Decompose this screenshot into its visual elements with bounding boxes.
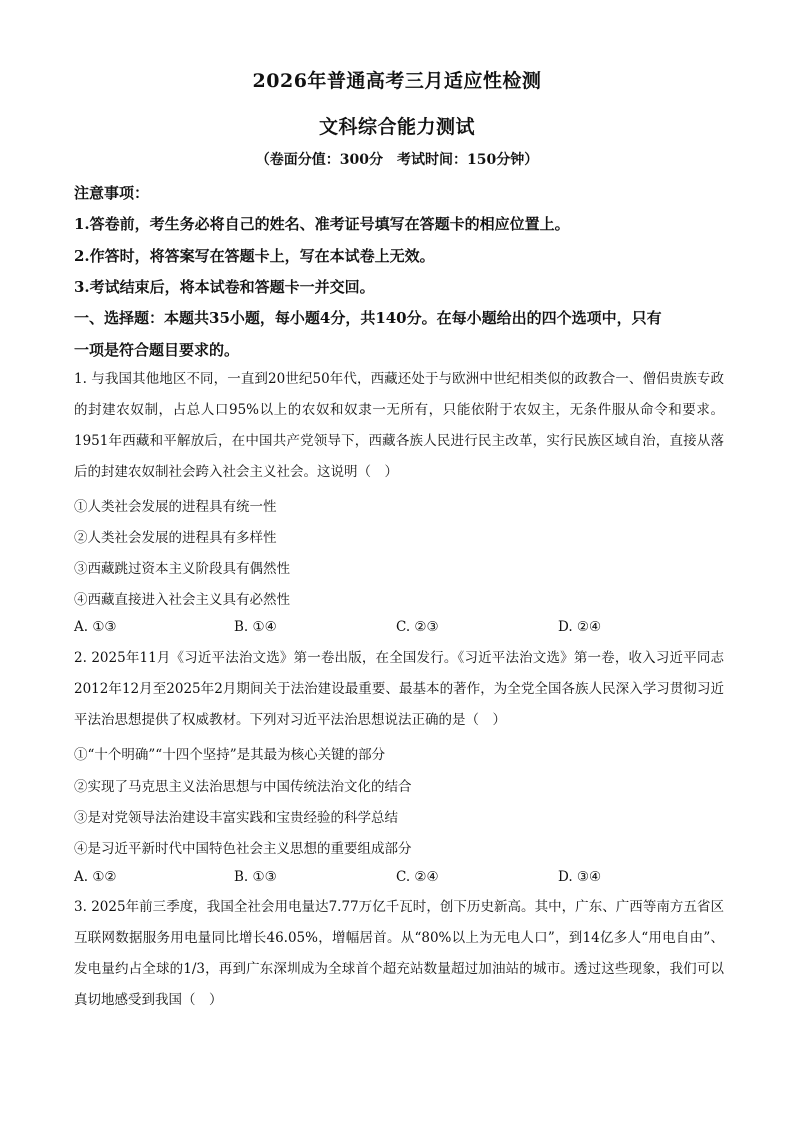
option-b[interactable]: B. ①③ xyxy=(234,869,277,885)
question-2-statement: ①“十个明确”“十四个坚持”是其最为核心关键的部分 xyxy=(74,747,386,763)
question-1-statement: ①人类社会发展的进程具有统一性 xyxy=(74,499,277,515)
exam-subject-title: 文科综合能力测试 xyxy=(318,116,475,138)
section-heading-cont: 一项是符合题目要求的。 xyxy=(74,341,240,359)
question-2-stem: 2. 2025年11月《习近平法治文选》第一卷出版，在全国发行。《习近平法治文选》第一卷，收入习近平同志2012年12月至2025年2月期间关于法治建设最重要、最基本的著作，为全党全国各族人民深入学习贯彻习近平法治思想提供了权威教材。下列对习近平法治思想说法正确的是（ ） xyxy=(74,650,724,728)
option-a[interactable]: A. ①② xyxy=(74,869,117,885)
option-a[interactable]: A. ①③ xyxy=(74,619,117,635)
question-2-statement: ②实现了马克思主义法治思想与中国传统法治文化的结合 xyxy=(74,779,412,795)
question-3-stem: 3. 2025年前三季度，我国全社会用电量达7.77万亿千瓦时，创下历史新高。其中，广东、广西等南方五省区互联网数据服务用电量同比增长46.05%，增幅居首。从“80%以上为无电人口”，到14亿多人“用电自由”、发电量约占全球的1/3，再到广东深圳成为全球首个超充站数量超过加油站的城市。透过这些现象，我们可以真切地感受到我国（ ） xyxy=(74,899,724,1008)
notice-heading: 注意事项： xyxy=(74,184,150,202)
exam-info: （卷面分值：300分 考试时间：150分钟） xyxy=(255,152,539,168)
notice-item: 2.作答时，将答案写在答题卡上，写在本试卷上无效。 xyxy=(74,247,435,265)
notice-item: 3.考试结束后，将本试卷和答题卡一并交回。 xyxy=(74,278,375,296)
option-d[interactable]: D. ③④ xyxy=(558,869,602,885)
question-1-statement: ③西藏跳过资本主义阶段具有偶然性 xyxy=(74,561,290,577)
notice-item: 1.答卷前，考生务必将自己的姓名、准考证号填写在答题卡的相应位置上。 xyxy=(74,215,570,233)
question-1-stem: 1. 与我国其他地区不同，一直到20世纪50年代，西藏还处于与欧洲中世纪相类似的政教合一、僧侣贵族专政的封建农奴制，占总人口95%以上的农奴和奴隶一无所有，只能依附于农奴主，无条件服从命令和要求。1951年西藏和平解放后，在中国共产党领导下，西藏各族人民进行民主改革，实行民族区域自治，直接从落后的封建农奴制社会跨入社会主义社会。这说明（ ） xyxy=(74,371,724,480)
question-1-statement: ④西藏直接进入社会主义具有必然性 xyxy=(74,592,290,608)
question-1-statement: ②人类社会发展的进程具有多样性 xyxy=(74,530,277,546)
question-2-statement: ③是对党领导法治建设丰富实践和宝贵经验的科学总结 xyxy=(74,810,398,826)
option-c[interactable]: C. ②③ xyxy=(396,619,439,635)
section-heading: 一、选择题：本题共35小题，每小题4分，共140分。在每小题给出的四个选项中，只有 xyxy=(74,309,662,327)
option-b[interactable]: B. ①④ xyxy=(234,619,277,635)
option-c[interactable]: C. ②④ xyxy=(396,869,439,885)
question-2-statement: ④是习近平新时代中国特色社会主义思想的重要组成部分 xyxy=(74,841,412,857)
option-d[interactable]: D. ②④ xyxy=(558,619,602,635)
exam-title: 2026年普通高考三月适应性检测 xyxy=(252,70,542,92)
